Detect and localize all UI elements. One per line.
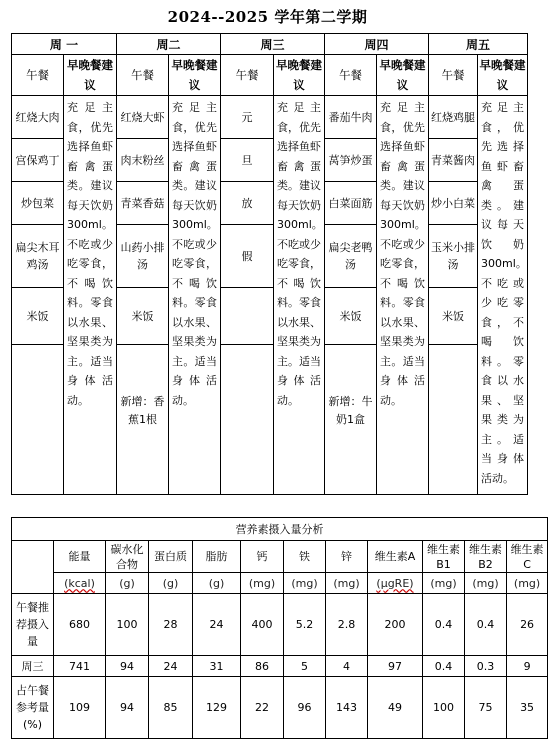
value-cell: 400	[241, 594, 284, 656]
unit-cell: (kcal)	[54, 573, 106, 594]
dish-cell: 米饭	[429, 288, 478, 345]
value-cell: 0.4	[423, 656, 465, 677]
value-cell: 143	[326, 677, 368, 739]
day-wednesday: 周三	[221, 34, 325, 55]
day-monday: 周 一	[12, 34, 117, 55]
advice-header: 早晚餐建议	[274, 55, 325, 96]
advice-text-thursday: 充足主食，优先选择鱼虾畜禽蛋类。建议每天饮奶300ml。不吃或少吃零食，不喝饮料。零食以水果、坚果类为主。适当身体活动。	[377, 96, 429, 495]
lunch-header: 午餐	[12, 55, 64, 96]
advice-text-friday: 充足主食，优先选择鱼虾畜禽蛋类。建议每天饮奶300ml。不吃或少吃零食，不喝饮料。零食以水果、坚果类为主。适当身体活动。	[478, 96, 528, 495]
nutrition-table	[11, 517, 548, 739]
unit-cell: (g)	[193, 573, 241, 594]
advice-text-wednesday: 充足主食，优先选择鱼虾畜禽蛋类。建议每天饮奶300ml。不吃或少吃零食，不喝饮料。零食以水果、坚果类为主。适当身体活动。	[274, 96, 325, 495]
day-thursday: 周四	[325, 34, 429, 55]
nutrient-header: 维生素C	[507, 541, 548, 573]
dish-cell: 红烧鸡腿	[429, 96, 478, 139]
tuesday-extra-note: 新增：香蕉1根	[117, 345, 169, 495]
table-row	[12, 656, 548, 677]
dish-cell: 青菜香菇	[117, 182, 169, 225]
value-cell: 22	[241, 677, 284, 739]
nutrient-header-row	[12, 541, 548, 573]
value-cell: 31	[193, 656, 241, 677]
nutrient-header: 碳水化合物	[106, 541, 149, 573]
dish-cell: 元	[221, 96, 274, 139]
dish-cell: 肉末粉丝	[117, 139, 169, 182]
value-cell: 75	[465, 677, 507, 739]
empty-cell	[12, 345, 64, 495]
unit-cell: (mg)	[465, 573, 507, 594]
day-header-row	[12, 34, 528, 55]
row-label: 午餐推荐摄入量	[12, 594, 54, 656]
dish-cell: 假	[221, 225, 274, 288]
value-cell: 35	[507, 677, 548, 739]
thursday-extra-note: 新增：牛奶1盒	[325, 345, 377, 495]
value-cell: 97	[368, 656, 423, 677]
dish-cell: 莴笋炒蛋	[325, 139, 377, 182]
value-cell: 86	[241, 656, 284, 677]
value-cell: 100	[423, 677, 465, 739]
dish-cell: 旦	[221, 139, 274, 182]
advice-text-monday: 充足主食，优先选择鱼虾畜禽蛋类。建议每天饮奶300ml。不吃或少吃零食，不喝饮料。零食以水果、坚果类为主。适当身体活动。	[64, 96, 117, 495]
value-cell: 100	[106, 594, 149, 656]
advice-header: 早晚餐建议	[64, 55, 117, 96]
dish-cell: 青菜酱肉	[429, 139, 478, 182]
nutrient-header: 脂肪	[193, 541, 241, 573]
row-label: 周三	[12, 656, 54, 677]
dish-cell: 红烧大虾	[117, 96, 169, 139]
value-cell: 109	[54, 677, 106, 739]
value-cell: 9	[507, 656, 548, 677]
value-cell: 28	[149, 594, 193, 656]
lunch-header: 午餐	[325, 55, 377, 96]
nutrient-header: 维生素B2	[465, 541, 507, 573]
value-cell: 24	[149, 656, 193, 677]
value-cell: 96	[284, 677, 326, 739]
value-cell: 85	[149, 677, 193, 739]
value-cell: 4	[326, 656, 368, 677]
empty-corner	[12, 541, 54, 594]
value-cell: 0.4	[423, 594, 465, 656]
page-title: 2024--2025 学年第二学期	[167, 8, 368, 26]
nutrient-header: 铁	[284, 541, 326, 573]
value-cell: 94	[106, 677, 149, 739]
empty-cell	[221, 288, 274, 345]
unit-cell: (mg)	[284, 573, 326, 594]
row-label: 占午餐参考量(%)	[12, 677, 54, 739]
value-cell: 49	[368, 677, 423, 739]
nutrient-header: 蛋白质	[149, 541, 193, 573]
dish-cell: 扁尖木耳鸡汤	[12, 225, 64, 288]
dish-cell: 番茄牛肉	[325, 96, 377, 139]
dish-cell: 白菜面筋	[325, 182, 377, 225]
dish-cell: 米饭	[12, 288, 64, 345]
table-row	[12, 594, 548, 656]
dish-cell: 放	[221, 182, 274, 225]
weekly-menu-table	[11, 33, 528, 495]
value-cell: 94	[106, 656, 149, 677]
unit-cell: (g)	[106, 573, 149, 594]
empty-cell	[221, 345, 274, 495]
unit-row	[12, 573, 548, 594]
value-cell: 0.3	[465, 656, 507, 677]
advice-header: 早晚餐建议	[478, 55, 528, 96]
dish-cell: 米饭	[325, 288, 377, 345]
dish-cell: 扁尖老鸭汤	[325, 225, 377, 288]
unit-cell: (mg)	[423, 573, 465, 594]
value-cell: 129	[193, 677, 241, 739]
nutrient-header: 锌	[326, 541, 368, 573]
unit-cell: (μgRE)	[368, 573, 423, 594]
advice-header: 早晚餐建议	[169, 55, 221, 96]
dish-cell: 宫保鸡丁	[12, 139, 64, 182]
value-cell: 5	[284, 656, 326, 677]
lunch-header: 午餐	[429, 55, 478, 96]
dish-cell: 米饭	[117, 288, 169, 345]
value-cell: 2.8	[326, 594, 368, 656]
dish-cell: 炒小白菜	[429, 182, 478, 225]
advice-header: 早晚餐建议	[377, 55, 429, 96]
nutrient-header: 维生素A	[368, 541, 423, 573]
unit-cell: (g)	[149, 573, 193, 594]
value-cell: 0.4	[465, 594, 507, 656]
day-tuesday: 周二	[117, 34, 221, 55]
unit-cell: (mg)	[326, 573, 368, 594]
dish-cell: 炒包菜	[12, 182, 64, 225]
nutrition-caption: 营养素摄入量分析	[12, 518, 548, 541]
table-row	[12, 677, 548, 739]
value-cell: 741	[54, 656, 106, 677]
value-cell: 24	[193, 594, 241, 656]
dish-cell: 山药小排汤	[117, 225, 169, 288]
nutrient-header: 钙	[241, 541, 284, 573]
dish-cell: 红烧大肉	[12, 96, 64, 139]
empty-cell	[429, 345, 478, 495]
lunch-header: 午餐	[221, 55, 274, 96]
unit-cell: (mg)	[507, 573, 548, 594]
advice-text-tuesday: 充足主食，优先选择鱼虾畜禽蛋类。建议每天饮奶300ml。不吃或少吃零食，不喝饮料。零食以水果、坚果类为主。适当身体活动。	[169, 96, 221, 495]
value-cell: 26	[507, 594, 548, 656]
dish-cell: 玉米小排汤	[429, 225, 478, 288]
day-friday: 周五	[429, 34, 528, 55]
value-cell: 680	[54, 594, 106, 656]
value-cell: 200	[368, 594, 423, 656]
unit-cell: (mg)	[241, 573, 284, 594]
nutrient-header: 维生素B1	[423, 541, 465, 573]
subheader-row	[12, 55, 528, 96]
lunch-header: 午餐	[117, 55, 169, 96]
nutrient-header: 能量	[54, 541, 106, 573]
value-cell: 5.2	[284, 594, 326, 656]
